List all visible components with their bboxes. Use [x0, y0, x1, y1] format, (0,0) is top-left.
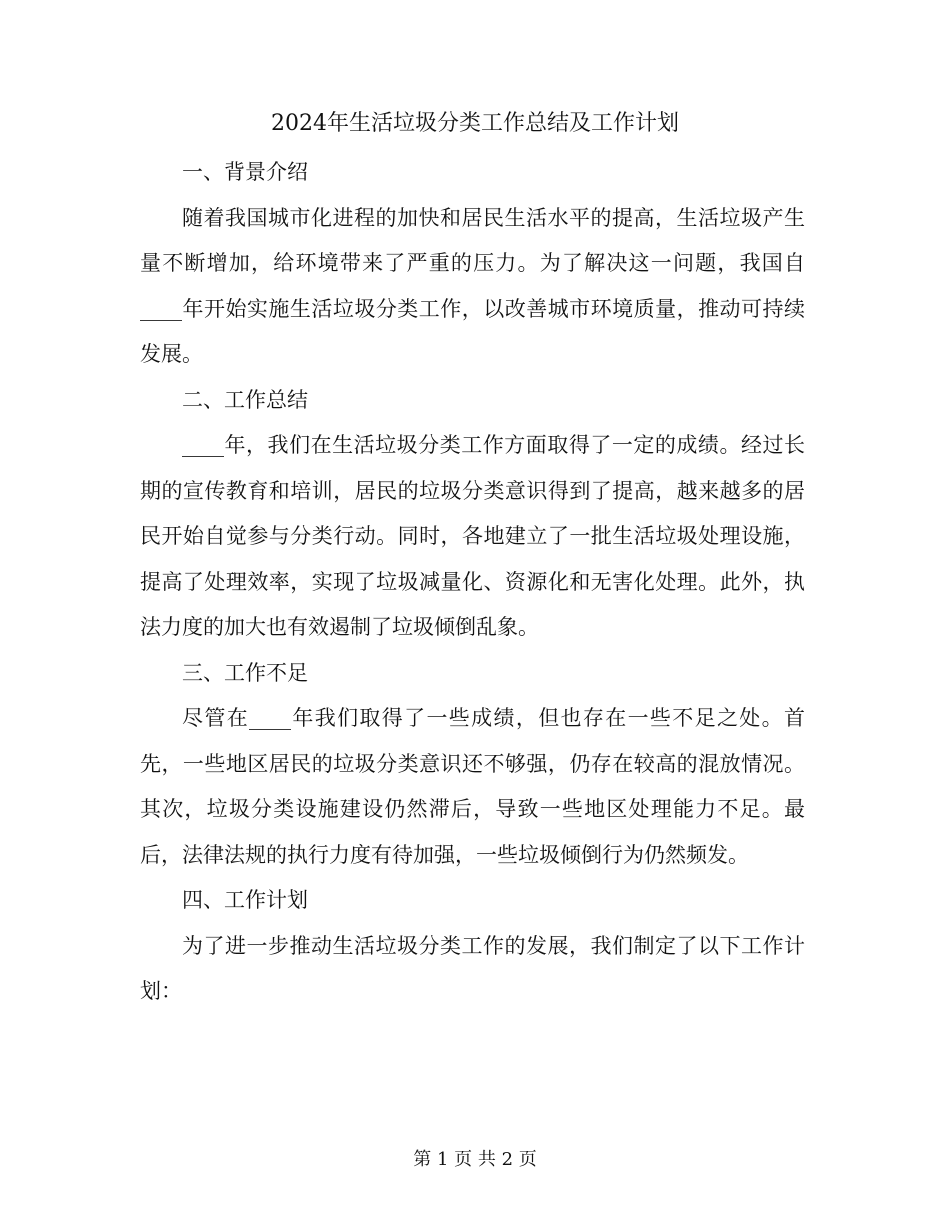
section-heading-background: 一、背景介绍	[182, 160, 308, 184]
section-heading-plan: 四、工作计划	[182, 888, 308, 912]
page-number: 第 1 页 共 2 页	[413, 1149, 537, 1170]
section-paragraph-background: 随着我国城市化进程的加快和居民生活水平的提高，生活垃圾产生量不断增加，给环境带来了严重的压力。为了解决这一问题，我国自____年开始实施生活垃圾分类工作，以改善城市环境质量，推动可持续发展。	[140, 205, 805, 366]
document-title: 2024年生活垃圾分类工作总结及工作计划	[271, 111, 679, 136]
section-paragraph-shortcomings: 尽管在____年我们取得了一些成绩，但也存在一些不足之处。首先，一些地区居民的垃圾分类意识还不够强，仍存在较高的混放情况。其次，垃圾分类设施建设仍然滞后，导致一些地区处理能力不足。最后，法律法规的执行力度有待加强，一些垃圾倾倒行为仍然频发。	[140, 706, 805, 867]
section-heading-summary: 二、工作总结	[182, 387, 308, 412]
document-body	[140, 150, 805, 1015]
section-paragraph-plan: 为了进一步推动生活垃圾分类工作的发展，我们制定了以下工作计划：	[140, 933, 805, 1003]
section-heading-shortcomings: 三、工作不足	[182, 660, 308, 685]
section-paragraph-summary: ____年，我们在生活垃圾分类工作方面取得了一定的成绩。经过长期的宣传教育和培训，居民的垃圾分类意识得到了提高，越来越多的居民开始自觉参与分类行动。同时，各地建立了一批生活垃圾处理设施，提高了处理效率，实现了垃圾减量化、资源化和无害化处理。此外，执法力度的加大也有效遏制了垃圾倾倒乱象。	[140, 433, 805, 639]
